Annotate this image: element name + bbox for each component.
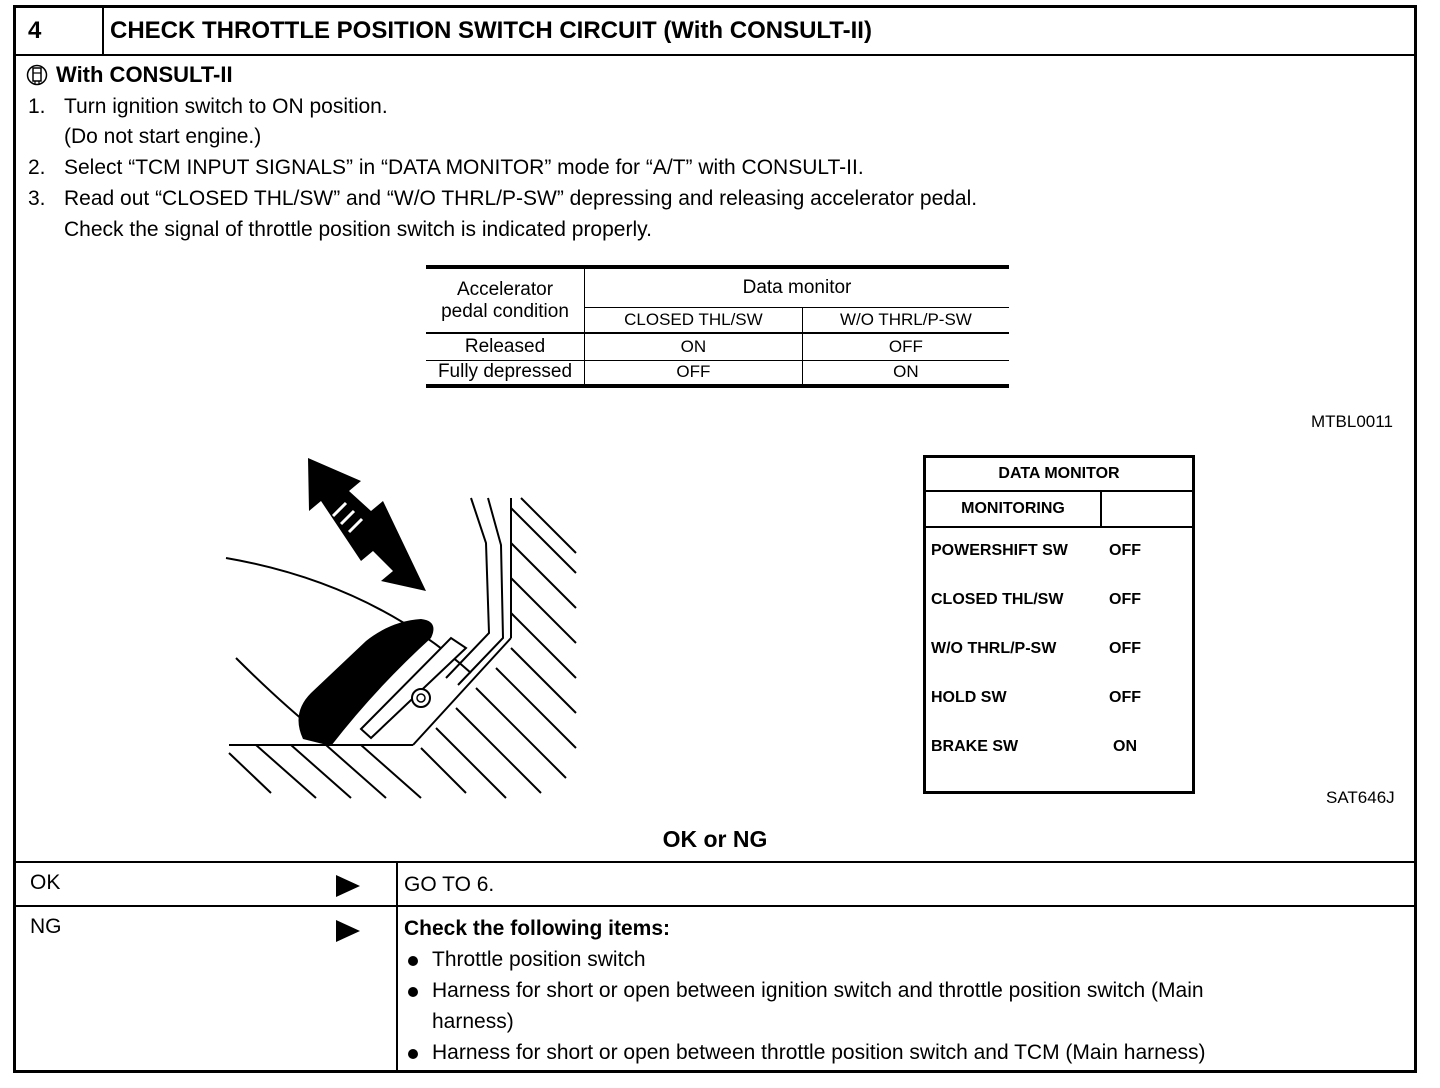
ng-label: NG [30,915,62,938]
consult-icon [26,64,48,86]
row-divider [396,907,398,1070]
table-row [426,360,1009,384]
step-num: 3. [28,187,46,210]
monitor-label: POWERSHIFT SW [931,542,1068,559]
table-code: MTBL0011 [1311,412,1393,431]
table-group-header: Data monitor [585,269,1010,307]
monitor-value: OFF [1109,542,1141,559]
bullet-icon [408,987,418,997]
monitor-label: BRAKE SW [931,738,1019,755]
step-text: (Do not start engine.) [64,125,262,148]
monitor-value: OFF [1109,640,1141,657]
column-header: W/O THRL/P-SW [839,309,972,329]
header-bar [16,8,1414,56]
step-text: Select “TCM INPUT SIGNALS” in “DATA MONITOR” mode for “A/T” with CONSULT-II. [64,156,864,179]
list-item-text: Harness for short or open between ignition switch and throttle position switch (Main [432,979,1204,1002]
result-title: OK or NG [662,826,768,852]
monitor-label: HOLD SW [931,689,1007,706]
table-corner [426,269,585,333]
cell-value: OFF [888,336,923,356]
monitor-value: OFF [1109,591,1141,608]
step-text: Check the signal of throttle position switch is indicated properly. [64,218,652,241]
monitor-subtitle-blank [1102,492,1192,528]
ok-action: GO TO 6. [404,873,495,896]
list-item-text: Harness for short or open between throttle position switch and TCM (Main harness) [432,1041,1206,1064]
step-number: 4 [16,8,104,54]
ng-row [16,905,1414,1070]
cell-value: OFF [585,360,803,384]
bullet-icon [408,1049,418,1059]
step-num: 1. [28,95,46,118]
step-text: Turn ignition switch to ON position. [64,95,388,118]
consult-heading [26,62,233,88]
monitor-value: OFF [1109,689,1141,706]
arrow-right-icon [336,920,360,942]
consult-label: With CONSULT-II [56,62,233,87]
step-title: CHECK THROTTLE POSITION SWITCH CIRCUIT (With CONSULT-II) [110,17,872,44]
cell-value: ON [585,333,803,360]
data-monitor-screen [923,455,1195,794]
corner-line: pedal condition [441,300,569,322]
column-header: CLOSED THL/SW [585,307,803,333]
accelerator-pedal-illustration [221,453,581,803]
step-num: 2. [28,156,46,179]
row-condition: Fully depressed [426,360,585,384]
monitor-label: CLOSED THL/SW [931,591,1064,608]
corner-line: Accelerator [456,278,554,300]
monitor-label: W/O THRL/P-SW [931,640,1057,657]
monitor-value: ON [1113,738,1137,755]
data-monitor-table [426,265,1009,388]
bullet-icon [408,956,418,966]
cell-value: ON [893,362,919,382]
row-divider [396,863,398,907]
table-row [426,333,1009,360]
monitor-subtitle: MONITORING [926,492,1102,528]
monitor-title: DATA MONITOR [926,458,1192,492]
step-text: Read out “CLOSED THL/SW” and “W/O THRL/P-SW” depressing and releasing accelerator pedal. [64,187,978,210]
row-condition: Released [426,333,585,360]
list-item-text: harness) [432,1010,514,1033]
figure-code: SAT646J [1326,788,1395,807]
ng-heading: Check the following items: [404,917,671,940]
ok-label: OK [30,871,61,894]
list-item-text: Throttle position switch [432,948,646,971]
procedure-frame [13,5,1417,1073]
arrow-right-icon [336,875,360,897]
ok-row [16,861,1414,907]
